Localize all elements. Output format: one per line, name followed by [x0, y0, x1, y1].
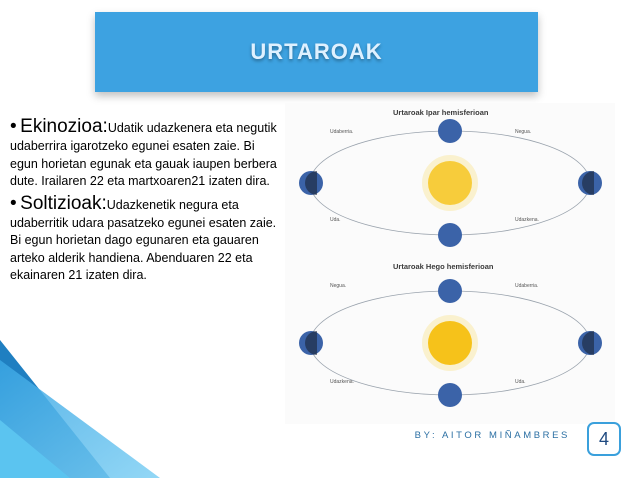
- bullet-symbol: •: [10, 116, 17, 137]
- south-title: Urtaroak Hego hemisferioan: [393, 262, 494, 271]
- south-earth-top: [438, 279, 462, 303]
- north-label-autumn: Udazkena.: [515, 217, 539, 223]
- bullet-soltizioak: [10, 193, 285, 285]
- north-label-spring: Udaberria.: [330, 129, 354, 135]
- bullet-text-first: Udazkenetik negura eta: [106, 197, 239, 212]
- seasons-diagram: [285, 103, 615, 424]
- south-label-winter: Negua.: [330, 283, 347, 289]
- seasons-diagram-svg: [285, 103, 615, 424]
- south-label-summer: Uda.: [515, 379, 526, 385]
- bullet-term: Ekinozioa:: [20, 116, 108, 137]
- page-number: 4: [587, 422, 621, 456]
- bullet-text-rest: udaberritik udara pasatzeko egunei esaten zaie. Bi egun horietan dago egunaren eta gauaren arteko alderik handiena. Abenduaren 22 eta ekainaren 21 izaten dira.: [10, 215, 277, 282]
- south-sun: [428, 321, 472, 365]
- corner-triangle-dark: [0, 340, 110, 478]
- north-label-summer: Uda.: [330, 217, 341, 223]
- corner-triangle-light: [0, 360, 160, 478]
- south-earth-bottom: [438, 383, 462, 407]
- bullet-ekinozioa: [10, 116, 285, 191]
- slide-title: URTAROAK: [250, 39, 383, 64]
- north-earth-top: [438, 119, 462, 143]
- body-text: [10, 116, 285, 285]
- title-banner: [95, 12, 538, 92]
- footer-author: BY: AITOR MIÑAMBRES: [414, 430, 570, 441]
- south-label-spring: Udaberria.: [515, 283, 539, 289]
- north-earth-bottom: [438, 223, 462, 247]
- bullet-term: Soltizioak:: [20, 192, 107, 214]
- bullet-text-rest: negutik udaberrira igarotzeko egunei esaten zaie. Bi egun horietan egunak eta gauak iaupen berbera dute. Irailaren 22 eta martxoaren21 izaten dira.: [10, 121, 277, 188]
- north-title: Urtaroak Ipar hemisferioan: [393, 108, 489, 117]
- corner-triangle-cyan: [0, 420, 70, 478]
- south-label-autumn: Udazkena.: [330, 379, 354, 385]
- bullet-text-first: Udatik udazkenera eta: [107, 121, 233, 135]
- north-label-winter: Negua.: [515, 129, 532, 135]
- north-sun-glow: [422, 155, 478, 211]
- bullet-symbol: •: [10, 192, 17, 214]
